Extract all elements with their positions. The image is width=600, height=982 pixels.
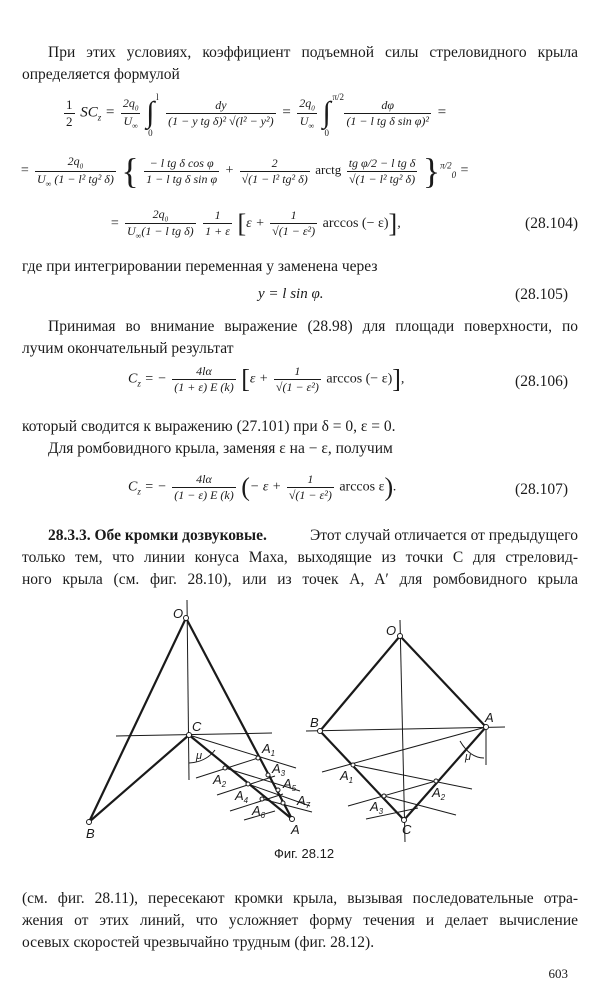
label-O-right: O [386, 623, 397, 638]
page-number: 603 [548, 966, 568, 981]
svg-text:A3: $A_3$ [272, 761, 286, 778]
paragraph-text: Этот случай отличается от предыдущего [310, 527, 578, 544]
equation-number: (28.105) [515, 286, 568, 303]
equation-number: (28.107) [515, 481, 568, 498]
paragraph-line: лучим окончательный результат [22, 340, 234, 357]
svg-text:μ: μ [465, 751, 472, 763]
svg-text:A4: $A_4$ [235, 788, 249, 805]
label-C-left: C [192, 719, 202, 734]
paragraph-line: определяется формулой [22, 66, 180, 83]
paragraph-line: Для ромбовидного крыла, заменяя ε на − ε, получим [48, 440, 393, 457]
paragraph-line: который сводится к выражению (27.101) при δ = 0, ε = 0. [22, 418, 396, 435]
svg-text:A5: $A_5$ [283, 776, 297, 793]
equation-28-104-line-2: = $\frac{2q_0}{U_\infty (1 - l^2 tg^2 \delta)}$ { $\frac{\text{− l tg δ cos φ}}{\text{1 − l tg δ sin φ}}$ + $\frac{2}{\text{√(1 − l² tg² δ)}}$ arctg $\frac{\text{tg φ/2 − l tg δ}}{\text{√(1 − l² tg² δ)}}$ }$^{\pi/2}_0$ = [20, 151, 470, 191]
paragraph-line: ного крыла (см. фиг. 28.10), или из точек A, A′ для ромбовидного крыла [22, 571, 578, 588]
svg-text:A6: $A_6$ [252, 803, 266, 820]
paragraph-line: Принимая во внимание выражение (28.98) для площади поверхности, по [48, 318, 578, 335]
figure-28-12 [60, 595, 530, 860]
svg-text:A7: $A_7$ [297, 793, 311, 810]
label-O-left: O [173, 606, 184, 621]
paragraph-line: осевых скоростей чрезвычайно трудным (фиг. 28.12). [22, 934, 375, 951]
svg-text:μ: μ [196, 750, 203, 762]
label-B-right: B [310, 715, 319, 730]
svg-text:A2: $A_2$ [213, 772, 227, 789]
equation-number: (28.104) [525, 215, 578, 232]
svg-text:A2: $A_2$ [432, 785, 446, 802]
label-A-left: A [291, 822, 300, 837]
label-B-left: B [86, 826, 95, 841]
equation-28-105: y = l sin φ. [258, 286, 324, 302]
svg-text:A3: $A_3$ [370, 799, 384, 816]
equation-28-106: $C_z$ = − $\frac{4l\alpha}{(1 + \varepsilon) E (k)}$ [ε + $\frac{1}{\text{√(1 − ε²)}}$ arccos (− ε)], [128, 364, 405, 394]
label-A-right: A [485, 710, 494, 725]
figure-caption: Фиг. 28.12 [274, 846, 335, 861]
svg-text:A1: $A_1$ [262, 741, 276, 758]
paragraph-line: жения от этих линий, что усложняет форму течения и делает вычисление [22, 912, 578, 929]
section-heading: 28.3.3. Обе кромки дозвуковые. [48, 527, 267, 544]
svg-text:A1: $A_1$ [340, 768, 354, 785]
equation-28-107: $C_z$ = − $\frac{4l\alpha}{(1 - \varepsilon) E (k)}$ (− ε + $\frac{1}{\text{√(1 − ε²)}}$ arccos ε). [128, 472, 397, 502]
paragraph-line: (см. фиг. 28.11), пересекают кромки крыла, вызывая последовательные отра- [22, 890, 578, 907]
equation-number: (28.106) [515, 373, 568, 390]
paragraph-line: только тем, что линии конуса Маха, выходящие из точки C для стреловид- [22, 549, 578, 566]
equation-28-104-line-3: = $\frac{2q_0}{U_\infty(1 - l tg \delta)}$ $\frac{1}{1 + \varepsilon}$ [ε + $\frac{1}{\text{√(1 − ε²)}}$ arccos (− ε)], (28.104) [110, 207, 578, 241]
section-heading-line [48, 527, 578, 545]
equation-28-104-line-1: $\frac{1}{2}$ $SC_z$ = $\frac{2q_0}{U_\infty}$ ∫ l 0 $\frac{dy}{\text{(1 − y tg δ)² √(l² − y²)}}$ = $\frac{2q_0}{U_\infty}$ ∫ π/2 0 $\frac{d\varphi}{\text{(1 − l tg δ sin φ)²}}$ = [66, 92, 447, 138]
paragraph-line: При этих условиях, коэффициент подъемной силы стреловидного крыла [48, 44, 578, 61]
label-C-right: C [402, 822, 412, 837]
paragraph-line: где при интегрировании переменная y заменена через [22, 258, 378, 275]
